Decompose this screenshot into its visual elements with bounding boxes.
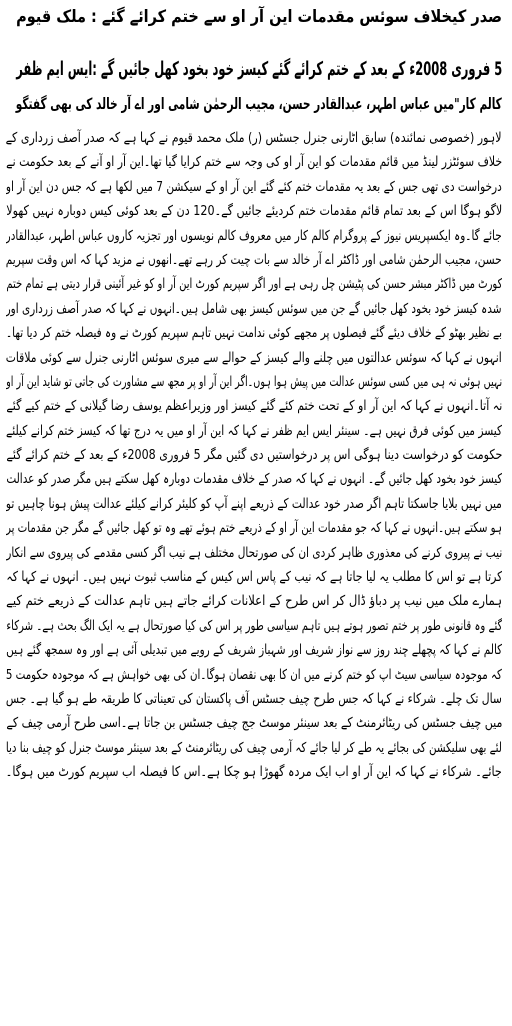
article-line: گئے وہ قانونی طور پر ختم تصور ہوتے ہیں تاہم سیاسی طور پر اس کی کیا صورتحال ہے یہ ایک الگ بحث ہے۔ شرکاء <box>6 617 502 634</box>
article-line: درخواست دی تھی جس کے بعد یہ مقدمات ختم کئے گئے این آر او کے سیکشن 7 میں لکھا ہے کہ جس دن این آر او <box>6 178 502 195</box>
article-line: میں نہیں بلایا جاسکتا تاہم اگر صدر خود عدالت کے ذریعے اپنے آپ کو کلیئر کرانے کیلئے عدالت پیش ہونا چاہیں تو <box>6 495 502 512</box>
article-line: کیسز میں کوئی فرق نہیں ہے۔ سینئر ایس ایم ظفر نے کہا کہ این آر او میں یہ درج تھا کہ کیسز ختم کرانے کیلئے <box>6 422 502 439</box>
article-line: کہ موجودہ سیاسی سیٹ اپ کو ختم کرنے میں ان کا بھی نقصان ہوگا۔ان کی بھی خواہش ہے کہ موجودہ حکومت 5 <box>6 666 502 683</box>
article-line: ہو سکتے ہیں۔انہوں نے کہا کہ جو مقدمات این آر او کے ذریعے ختم ہوئے تھے وہ تو کھل جائیں گے مگر جن مقدمات پر <box>6 520 502 537</box>
article-line: کالم نے کہا کہ پچھلے چند روز سے نواز شریف اور شہباز شریف کے رویے میں تبدیلی آئی ہے اور وہ سمجھ گئے ہیں <box>6 642 502 659</box>
article-line: کورٹ میں ڈاکٹر مبشر حسن کی پٹیشن چل رہی ہے اور اگر سپریم کورٹ این آر او کو غیر آئینی قرار دیتی ہے تمام ختم <box>6 276 502 293</box>
article-line: شدہ کیسز خود بخود کھل جائیں گے جن میں سوئس کیسز بھی شامل ہیں۔انہوں نے کہا کہ صدر آصف زرداری اور <box>6 300 502 317</box>
article-line: کرتا ہے تو اس کا مطلب یہ لیا جاتا ہے کہ نیب کے پاس اس کیس کے مناسب ثبوت نہیں ہیں۔ انہوں نے کہا کہ <box>6 569 502 586</box>
headline-secondary: 5 فروری 2008ء کے بعد کے ختم کرائے گئے کیسز خود بخود کھل جائیں گے :ایس ایم ظفر <box>15 58 502 80</box>
article-line: نہ آتا۔انہوں نے کہا کہ این آر او کے تحت ختم کئے گئے کیسز اور وزیراعظم یوسف رضا گیلانی کے ختم کیے گئے <box>6 398 502 415</box>
article-line: ہمارے ملک میں نیب پر دباؤ ڈال کر اس طرح کے اعلانات کرائے جاتے ہیں تاہم عدالت کے ذریعے ختم کیے <box>6 593 502 610</box>
article-line: نیب نے پیروی کرنے کی معذوری ظاہر کردی ان کی صورتحال مختلف ہے نیب اگر کسی مقدمے کی پیروی سے انکار <box>6 544 502 561</box>
article-line: بے نظیر بھٹو کے خلاف دیئے گئے فیصلوں پر مجھے کوئی ندامت نہیں تاہم سپریم کورٹ نے وہ فیصلہ ختم کر دیا تھا۔ <box>6 325 502 342</box>
headline-primary: صدر کیخلاف سوئس مقدمات این آر او سے ختم کرائے گئے : ملک قیوم <box>16 7 502 27</box>
article-line: حکومت کو درخواست دینا ہوگی اس پر درخواستیں دی گئیں مگر 5 فروری 2008ء کے بعد کے ختم کرائے گئے <box>6 447 502 464</box>
article-line: نہیں ہوئی نہ ہی میں کسی سوئس عدالت میں پیش ہوا ہوں۔اگر این آر او پر مجھ سے مشاورت کی جاتی تو شاید این آر او <box>6 373 502 390</box>
article-line: لاہور (خصوصی نمائندہ) سابق اٹارنی جنرل جسٹس (ر) ملک محمد قیوم نے کہا ہے کہ صدر آصف زرداری کے <box>6 130 502 146</box>
article-line: حسن، مجیب الرحمٰن شامی اور ڈاکٹر اے آر خالد سے بات چیت کر رہے تھے۔انھوں نے مزید کہا کہ اس وقت سپریم <box>6 251 502 268</box>
article-line: جائے گا۔وہ ایکسپریس نیوز کے پروگرام کالم کار میں معروف کالم نویسوں اور تجزیہ کاروں عباس اطہر، عبدالقادر <box>6 227 502 244</box>
article-line: لئے بھی سلیکشن کی بجائے یہ طے کر لیا جائے کہ آرمی چیف کی ریٹائرمنٹ کے بعد سینئر موسٹ جنرل کو چیف بنا دیا <box>6 739 502 756</box>
article-line: جائے۔ شرکاء نے کہا کہ این آر او اب ایک مردہ گھوڑا ہو چکا ہے۔اس کا فیصلہ اب سپریم کورٹ میں ہوگا۔ <box>6 764 502 781</box>
article-line: سال تک چلے۔ شرکاء نے کہا کہ جس طرح چیف جسٹس آف پاکستان کی تعیناتی کا طریقہ طے ہو گیا ہے۔ جس <box>6 690 502 707</box>
headline-tertiary: کالم کار"میں عباس اطہر، عبدالقادر حسن، مجیب الرحمٰن شامی اور اے آر خالد کی بھی گفتگو <box>16 95 502 113</box>
article-body <box>6 126 502 785</box>
article-line: کیسز خود بخود کھل جائیں گے۔ انہوں نے کہا کہ صدر کے خلاف مقدمات دوبارہ کھل سکتے ہیں مگر صدر کو عدالت <box>6 471 502 488</box>
article-line: میں چیف جسٹس کی ریٹائرمنٹ کے بعد سینئر موسٹ جج چیف جسٹس بن جاتا ہے۔اسی طرح آرمی چیف کے <box>6 715 502 732</box>
article-line: انہوں نے کہا کہ سوئس عدالتوں میں چلنے والے کیسز کے حوالے سے میری سوئس اٹارنی جنرل سے کوئی ملاقات <box>6 349 502 366</box>
article-line: لاگو ہوگا اس کے بعد تمام قائم مقدمات ختم کردیئے جائیں گے۔120 دن کے بعد کوئی کیس دوبارہ نہیں کھولا <box>6 203 502 220</box>
article-line: خلاف سوئٹزر لینڈ میں قائم مقدمات کو این آر او کی وجہ سے ختم کرایا گیا تھا۔این آر او آنے کے بعد حکومت نے <box>6 154 502 171</box>
